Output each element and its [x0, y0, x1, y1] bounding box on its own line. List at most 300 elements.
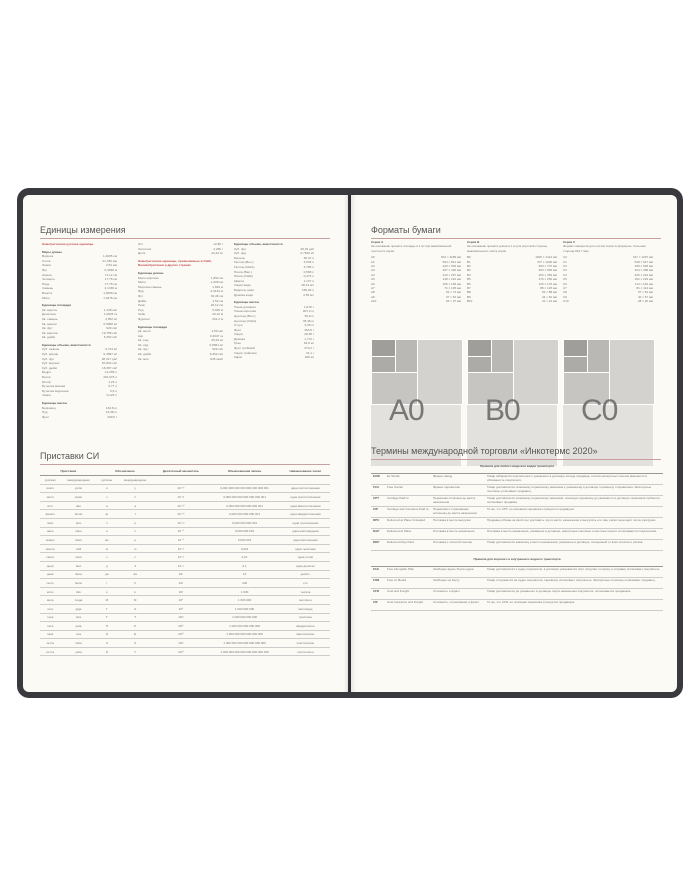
- unit-value: 64,8 мг: [303, 341, 314, 346]
- si-cell: и: [97, 484, 117, 493]
- si-cell: 1 000 000: [208, 596, 280, 605]
- si-cell: 0,000 000 000 000 000 000 000 001: [208, 484, 280, 493]
- si-cell: деци: [40, 561, 60, 570]
- paper-size-row: [467, 299, 557, 303]
- paper-size-dims: 88 × 125 мм: [540, 286, 557, 291]
- unit-value: 17,78 см: [104, 281, 117, 286]
- si-cell: 1 000 000 000: [208, 604, 280, 613]
- unit-name: Пуд: [42, 410, 48, 415]
- unit-value: 1,772 г: [304, 336, 314, 341]
- si-cell: сто: [281, 579, 330, 588]
- paper-size-name: B4: [467, 272, 471, 277]
- paper-size-dims: 353 × 500 мм: [538, 268, 557, 273]
- paper-size-name: A8: [371, 290, 375, 295]
- paper-size-dims: 162 × 229 мм: [634, 277, 653, 282]
- paper-size-name: B8: [467, 290, 471, 295]
- formats-title: Форматы бумаги: [371, 225, 441, 235]
- si-cell: 10⁻²⁴: [153, 484, 208, 493]
- section-subheading: Единицы объема, вместимости: [234, 242, 283, 246]
- unit-name: Галлон (США): [234, 264, 255, 269]
- si-cell: одна десятая: [281, 561, 330, 570]
- paper-size-dims: 297 × 420 мм: [442, 268, 461, 273]
- unit-name: Ведро: [42, 370, 51, 375]
- unit-name: Фут: [42, 267, 48, 272]
- unit-name: Штоф: [42, 379, 51, 384]
- si-cell: 10⁻¹: [153, 561, 208, 570]
- unit-value: 0,473 л: [303, 274, 314, 279]
- si-cell: M: [117, 596, 153, 605]
- incoterm-code: FOB: [371, 578, 385, 589]
- paper-size-name: C7: [563, 286, 567, 291]
- incoterm-ru: Перевозка и страхование оплачены до места назначения: [431, 507, 485, 518]
- si-cell: санти: [40, 553, 60, 562]
- incoterm-desc: То же, что CPT, но основная перевозка страхуется продавцом.: [485, 507, 663, 518]
- incoterm-code: DAP: [371, 529, 385, 540]
- unit-value: 28,35 г: [304, 332, 314, 337]
- paper-size-name: B0: [467, 255, 471, 260]
- paper-size-name: C0: [563, 255, 567, 260]
- si-cell: п: [97, 518, 117, 527]
- si-subheader-cell: русская: [40, 476, 60, 485]
- si-cell: одна миллионная: [281, 536, 330, 545]
- si-cell: z: [117, 493, 153, 502]
- unit-name: Кв. ярд: [138, 342, 149, 347]
- paper-format-label: C0: [581, 394, 618, 427]
- unit-value: 1,609 км: [210, 280, 223, 285]
- incoterms-row: [371, 600, 663, 611]
- si-cell: иотта: [40, 647, 60, 656]
- incoterm-en: Carriage and Insurance Paid to: [385, 507, 431, 518]
- unit-name: Род: [138, 307, 144, 312]
- unit-name: Пинта (Вел.): [234, 269, 253, 274]
- paper-series-text: [467, 240, 557, 304]
- si-cell: 10²: [153, 579, 208, 588]
- si-cell: p: [117, 518, 153, 527]
- incoterms-title: Термины международной торговли «Инкотермс 2020»: [371, 446, 598, 456]
- paper-series-name: Серия B: [467, 240, 480, 244]
- si-cell: 10⁻¹⁸: [153, 501, 208, 510]
- incoterms-row: [371, 567, 663, 578]
- si-cell: 1 000 000 000 000 000 000 000 000: [208, 647, 280, 656]
- incoterm-code: CIF: [371, 600, 385, 611]
- unit-value: 2,1336 м: [104, 286, 117, 291]
- paper-size-dims: 648 × 917 мм: [634, 259, 653, 264]
- unit-name: Аршин: [42, 272, 52, 277]
- si-subheader-cell: международное: [117, 476, 153, 485]
- paper-size-dims: 26 × 37 мм: [445, 299, 461, 304]
- si-cell: г: [97, 579, 117, 588]
- si-cell: 10⁹: [153, 604, 208, 613]
- incoterm-desc: Товар доставляется к судну покупателя, в договоре указывается порт погрузки, погрузку и отправку оплачивает покупатель.: [485, 567, 663, 578]
- unit-name: Акр: [138, 333, 144, 338]
- si-cell: kilo: [60, 587, 96, 596]
- si-cell: 1 000 000 000 000: [208, 613, 280, 622]
- si-cell: фемто: [40, 510, 60, 519]
- unit-value: 12,80 г: [213, 242, 223, 246]
- incoterm-desc: Товар отгружается на судно покупателя, перевозку оплачивает покупатель. Экспортные пошлины оплачивает продавец.: [485, 578, 663, 589]
- unit-value: 0,3048 м: [104, 267, 117, 272]
- si-cell: кило: [40, 587, 60, 596]
- si-cell: миллион: [281, 596, 330, 605]
- paper-series-desc: За основание принята площадь в 1 м² при максимальной плотности серии: [371, 244, 452, 253]
- si-cell: h: [117, 579, 153, 588]
- unit-value: 0,7646 м³: [300, 251, 314, 256]
- unit-value: 0,3597 м³: [103, 352, 117, 357]
- incoterm-ru: Стоимость, страхование и фрахт: [431, 600, 485, 611]
- incoterms-row: [371, 529, 663, 540]
- paper-size-row: [371, 299, 461, 303]
- paper-size-dims: 176 × 250 мм: [538, 277, 557, 282]
- si-header-cell: Обозначение: [97, 467, 154, 476]
- si-cell: 10: [208, 570, 280, 579]
- incoterm-desc: Продавец обязан за свой счет доставить груз в место назначения и выгрузить его там, риски переходят после разгрузки.: [485, 518, 663, 529]
- unit-name: Унция тройская: [234, 350, 257, 355]
- unit-value: 409,5 г: [107, 414, 117, 419]
- unit-value: 0,5058 м²: [103, 321, 117, 326]
- unit-name: Галлон (Вел.): [234, 260, 254, 265]
- si-cell: пета: [40, 622, 60, 631]
- si-cell: 1 000 000 000 000 000 000 000: [208, 639, 280, 648]
- paper-size-dims: 40 × 57 мм: [637, 294, 653, 299]
- si-cell: 10⁻¹⁵: [153, 510, 208, 519]
- si-cell: милли: [40, 544, 60, 553]
- unit-value: 0,6 л: [110, 388, 117, 393]
- si-cell: 1 000: [208, 587, 280, 596]
- unit-value: 163,8 кг: [105, 405, 117, 410]
- incoterm-ru: Свободно вдоль борта судна: [431, 567, 485, 578]
- incoterm-en: Carriage Paid to: [385, 496, 431, 507]
- si-cell: мега: [40, 596, 60, 605]
- si-cell: с: [97, 553, 117, 562]
- si-cell: триллион: [281, 613, 330, 622]
- paper-size-dims: 37 × 52 мм: [445, 294, 461, 299]
- paper-size-dims: 74 × 105 мм: [444, 286, 461, 291]
- si-row: [40, 501, 330, 510]
- si-cell: одна секстиллионная: [281, 493, 330, 502]
- si-cell: 10¹⁸: [153, 630, 208, 639]
- unit-value: 158,99 л: [301, 287, 314, 292]
- si-subheader-cell: русское: [97, 476, 117, 485]
- paper-size-name: A3: [371, 268, 375, 273]
- si-cell: 0,000 000 000 000 001: [208, 510, 280, 519]
- section-subheading: Единицы массы: [234, 300, 260, 305]
- si-header-cell: Обыкновенная запись: [208, 467, 280, 476]
- paper-series-name: Серия A: [371, 240, 384, 244]
- si-cell: н: [97, 527, 117, 536]
- unit-name: Куб. дюйм: [42, 365, 57, 370]
- si-cell: Y: [117, 647, 153, 656]
- unit-value: 929 см²: [212, 347, 223, 352]
- unit-name: Фунт тройский: [234, 346, 255, 351]
- si-header-row: [40, 467, 330, 476]
- incoterm-desc: Поставка в место назначения, указанное в договоре, импортные пошлины и местные налоги оплачиваются покупателем.: [485, 529, 663, 540]
- unit-row: [234, 355, 314, 360]
- si-cell: milli: [60, 544, 96, 553]
- paper-size-name: A10: [371, 299, 377, 304]
- unit-name: Дюйм: [138, 298, 147, 303]
- si-cell: одна квинтиллионная: [281, 501, 330, 510]
- unit-name: Куб. фут: [234, 246, 247, 251]
- paper-size-name: B6: [467, 281, 471, 286]
- incoterm-desc: То же, что CFR, но основная перевозка страхуется продавцом.: [485, 600, 663, 611]
- unit-name: Пинта (США): [234, 274, 253, 279]
- si-row: [40, 570, 330, 579]
- si-cell: дека: [40, 570, 60, 579]
- si-cell: 10⁶: [153, 596, 208, 605]
- paper-size-name: B3: [467, 268, 471, 273]
- unit-name: Чарка: [42, 393, 51, 398]
- si-cell: c: [117, 553, 153, 562]
- incoterm-code: CFR: [371, 589, 385, 600]
- unit-name: Кв. род: [138, 338, 149, 343]
- si-cell: д: [97, 561, 117, 570]
- si-cell: y: [117, 484, 153, 493]
- si-cell: 10⁻²¹: [153, 493, 208, 502]
- si-cell: И: [97, 647, 117, 656]
- unit-name: Кв. фут: [138, 347, 149, 352]
- unit-value: 28,317 дм³: [101, 356, 117, 361]
- paper-size-dims: 458 × 648 мм: [634, 264, 653, 269]
- incoterms-title-rule: [371, 459, 661, 460]
- paper-series-name: Серия C: [563, 240, 576, 244]
- si-cell: одна септиллионная: [281, 484, 330, 493]
- unit-name: Баррель нефт.: [234, 287, 255, 292]
- si-cell: 0,000 001: [208, 536, 280, 545]
- unit-value: 21,336 мм: [102, 258, 117, 263]
- si-row: [40, 596, 330, 605]
- incoterm-code: EXW: [371, 474, 385, 485]
- paper-size-name: A4: [371, 272, 375, 277]
- si-cell: мк: [97, 536, 117, 545]
- si-cell: З: [97, 639, 117, 648]
- paper-size-name: C9: [563, 294, 567, 299]
- section-heading: Неметрические единицы, применяемые в США, Великобритании и других странах: [138, 258, 212, 268]
- si-cell: квинтиллион: [281, 630, 330, 639]
- unit-value: 1,0668 км: [103, 290, 117, 295]
- si-row: [40, 639, 330, 648]
- unit-name: Миля: [138, 280, 146, 285]
- si-cell: T: [117, 613, 153, 622]
- incoterm-code: DDP: [371, 540, 385, 551]
- unit-name: Золотник: [138, 246, 152, 251]
- paper-series-text: [563, 240, 653, 304]
- incoterm-en: Delivered Duty Paid: [385, 540, 431, 551]
- unit-value: 0,9144 м: [210, 289, 223, 294]
- paper-subdivision: [467, 339, 492, 357]
- si-cell: 10⁻¹²: [153, 518, 208, 527]
- si-cell: deca: [60, 570, 96, 579]
- incoterms-row: [371, 540, 663, 551]
- paper-size-name: C4: [563, 272, 567, 277]
- si-cell: ф: [97, 510, 117, 519]
- si-cell: 1 000 000 000 000 000: [208, 622, 280, 631]
- si-cell: П: [97, 622, 117, 631]
- si-cell: giga: [60, 604, 96, 613]
- paper-size-name: A7: [371, 286, 375, 291]
- paper-size-name: A1: [371, 259, 375, 264]
- si-cell: exa: [60, 630, 96, 639]
- si-cell: миллиард: [281, 604, 330, 613]
- si-cell: М: [97, 596, 117, 605]
- unit-name: Фунт: [42, 414, 50, 419]
- si-cell: nano: [60, 527, 96, 536]
- si-cell: десять: [281, 570, 330, 579]
- incoterm-desc: Товар доставляется до указанного в договоре порта назначения покупателя, оплачивается продавцом.: [485, 589, 663, 600]
- incoterm-desc: Товар доставляется основному перевозчику заказчика к указанному в договоре терминалу отправления. Экспортные пошлины уплачивает продавец.: [485, 485, 663, 496]
- si-subheader-cell: [153, 476, 208, 485]
- paper-size-name: A6: [371, 281, 375, 286]
- incoterm-desc: Товар доставляется основному перевозчику заказчика, основную перевозку до указанного в договоре терминала прибытия оплачивает продавец.: [485, 496, 663, 507]
- incoterms-group-title: Правила для морского и внутреннего водного транспорта: [371, 557, 663, 567]
- unit-name: Доля: [138, 251, 146, 256]
- unit-value: 0,123 л: [106, 393, 117, 398]
- si-cell: deci: [60, 561, 96, 570]
- unit-value: 0,77 л: [108, 384, 117, 389]
- si-cell: hecto: [60, 579, 96, 588]
- unit-name: Линк: [138, 303, 145, 308]
- unit-name: Кв. дюйм: [42, 335, 56, 340]
- unit-name: Фут: [138, 293, 144, 298]
- unit-value: 645 мкм²: [210, 356, 223, 361]
- incoterm-ru: Франко завод: [431, 474, 485, 485]
- si-cell: Z: [117, 639, 153, 648]
- si-cell: 10¹⁵: [153, 622, 208, 631]
- unit-value: 1,829 м: [212, 284, 223, 289]
- unit-value: 200 мг: [304, 355, 314, 360]
- unit-name: Вершок: [42, 254, 54, 259]
- paper-size-name: C10: [563, 299, 569, 304]
- si-subheader-cell: международная: [60, 476, 96, 485]
- unit-value: 71,12 см: [104, 272, 117, 277]
- unit-name: Бушель: [234, 255, 246, 260]
- unit-value: 20,12 м: [212, 312, 223, 317]
- incoterm-ru: Поставка в месте выгрузки: [431, 518, 485, 529]
- si-cell: микро: [40, 536, 60, 545]
- unit-name: Ярд: [138, 289, 144, 294]
- paper-size-name: B7: [467, 286, 471, 291]
- paper-size-dims: 62 × 88 мм: [541, 290, 557, 295]
- unit-value: 907,2 кг: [302, 309, 314, 314]
- section-subheading: Единицы массы: [42, 401, 68, 405]
- unit-name: Сотка: [42, 258, 51, 263]
- si-cell: atto: [60, 501, 96, 510]
- si-cell: yocto: [60, 484, 96, 493]
- unit-name: Кварта: [234, 278, 244, 283]
- incoterms-row: [371, 578, 663, 589]
- unit-name: Пядь: [42, 281, 50, 286]
- paper-size-name: B5: [467, 277, 471, 282]
- unit-value: 6,452 см²: [103, 335, 117, 340]
- paper-size-name: C3: [563, 268, 567, 273]
- incoterms-group-title: Правила для любого вида или видов транспорта: [371, 464, 663, 474]
- incoterms-table: [371, 464, 663, 611]
- si-cell: одна квадриллионная: [281, 510, 330, 519]
- si-cell: септиллион: [281, 647, 330, 656]
- unit-name: Фурлонг: [138, 316, 150, 321]
- unit-name: Драхма: [234, 336, 245, 341]
- unit-row: [138, 357, 223, 362]
- paper-size-name: C6: [563, 281, 567, 286]
- si-cell: 10³: [153, 587, 208, 596]
- section-subheading: Единицы длины: [138, 270, 164, 275]
- units-title: Единицы измерения: [40, 225, 126, 235]
- paper-size-dims: 250 × 353 мм: [538, 272, 557, 277]
- unit-name: Центнер (США): [234, 318, 257, 323]
- incoterm-ru: Поставка в месте назначения: [431, 529, 485, 540]
- paper-size-dims: 81 × 114 мм: [636, 286, 653, 291]
- si-cell: одна триллионная: [281, 518, 330, 527]
- incoterm-ru: Свободно на борту: [431, 578, 485, 589]
- unit-name: Центнер (Вел.): [234, 313, 256, 318]
- si-cell: 0,000 000 000 000 000 001: [208, 501, 280, 510]
- incoterm-en: Delivered at Place: [385, 529, 431, 540]
- unit-name: Тонна короткая: [234, 309, 257, 314]
- unit-name: Фунт: [234, 327, 242, 332]
- units-column-3: [234, 242, 314, 360]
- paper-size-dims: 1000 × 1414 мм: [535, 255, 557, 260]
- paper-subdivision: [563, 339, 588, 357]
- si-cell: 10⁻²: [153, 553, 208, 562]
- incoterm-code: FCA: [371, 485, 385, 496]
- paper-size-row: [563, 299, 653, 303]
- unit-value: 44,43 мг: [211, 251, 223, 256]
- si-subheader-row: [40, 476, 330, 485]
- si-cell: 10¹²: [153, 613, 208, 622]
- incoterms-row: [371, 589, 663, 600]
- paper-size-name: B2: [467, 264, 471, 269]
- incoterms-row: [371, 518, 663, 529]
- si-cell: 1 000 000 000 000 000 000: [208, 630, 280, 639]
- si-cell: d: [117, 561, 153, 570]
- unit-value: 30,48 см: [210, 293, 223, 298]
- unit-value: 9,713 м³: [105, 347, 117, 352]
- unit-value: 7,4676 км: [103, 295, 117, 300]
- si-cell: гига: [40, 604, 60, 613]
- unit-name: Морская сажень: [138, 284, 162, 289]
- si-header-cell: Десятичный множитель: [153, 467, 208, 476]
- si-cell: m: [117, 544, 153, 553]
- section-subheading: Меры длины: [42, 249, 63, 254]
- unit-value: 4,546 л: [303, 260, 314, 265]
- si-row: [40, 553, 330, 562]
- si-row: [40, 536, 330, 545]
- incoterm-ru: Поставка с оплатой пошлин: [431, 540, 485, 551]
- unit-value: 31,1 г: [305, 350, 314, 355]
- si-cell: tera: [60, 613, 96, 622]
- unit-name: Куб. аршин: [42, 352, 59, 357]
- incoterm-en: Free on Board: [385, 578, 431, 589]
- si-cell: атто: [40, 501, 60, 510]
- paper-format-label: A0: [389, 394, 424, 427]
- unit-value: 4,266 г: [213, 246, 223, 251]
- unit-value: 491,976 л: [103, 375, 117, 380]
- section-subheading: Единицы площади: [138, 324, 168, 329]
- unit-name: Линия: [42, 263, 51, 268]
- unit-value: 2,54 мм: [105, 263, 117, 268]
- unit-value: 4,552 м²: [105, 316, 117, 321]
- si-cell: зетта: [40, 639, 60, 648]
- unit-name: Кв. дюйм: [138, 352, 152, 357]
- incoterm-code: FAS: [371, 567, 385, 578]
- unit-value: 19,758 см²: [101, 330, 117, 335]
- section-subheading: Единицы площади: [42, 303, 72, 308]
- si-cell: peta: [60, 622, 96, 631]
- paper-size-dims: 148 × 210 мм: [442, 277, 461, 282]
- unit-value: 6,452 см²: [209, 352, 223, 357]
- paper-size-name: C5: [563, 277, 567, 282]
- paper-size-dims: 57 × 81 мм: [637, 290, 653, 295]
- si-cell: E: [117, 630, 153, 639]
